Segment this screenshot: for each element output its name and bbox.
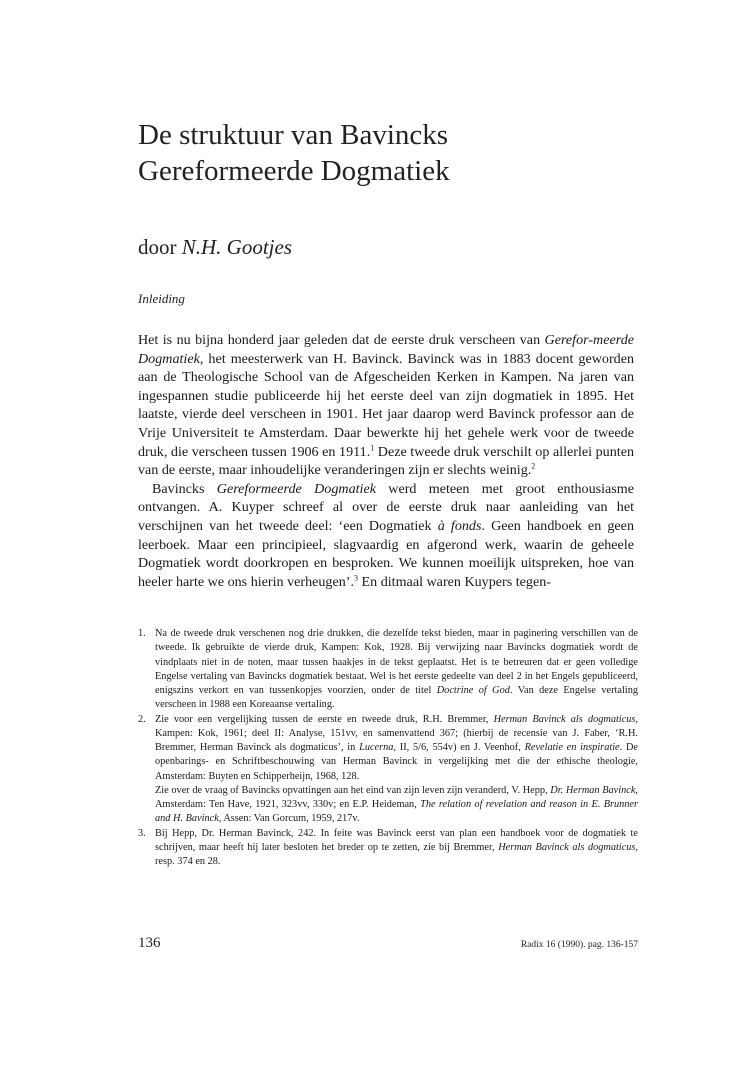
footnote-1 [138,627,638,713]
text-run: Bij Hepp, Dr. Herman Bavinck, 242. In feite was Bavinck eerst van plan een handboek voor de dogmatiek te schrijven, maar heeft hij later besloten het breder op te zetten, zie bij Bremmer, [155,827,638,853]
article-title [138,117,658,189]
footnote-ref[interactable]: 1 [370,442,375,452]
paragraph-1 [138,331,634,480]
body-text [138,331,634,591]
text-run: En ditmaal waren Kuypers tegen- [358,573,551,590]
footnotes [138,627,638,869]
footnote-3 [138,827,638,870]
footnote-ref[interactable]: 3 [354,573,359,583]
text-run: Amsterdam: Ten Have, 1921, 323vv, 330v; en E.P. Heideman, [155,799,421,810]
text-run: werd meteen met groot enthousiasme ontvangen. A. Kuyper schreef al over de eerste druk naar aanleiding van het verschijnen van het tweede deel: ‘een Dogmatiek [138,480,634,534]
title-line-2: Gereformeerde Dogmatiek [138,155,450,187]
footnote-number: 3. [138,827,146,839]
text-run: , het meesterwerk van H. Bavinck. Bavinck was in 1883 docent geworden aan de Theologische School van de Afgescheiden Kerken in Kampen. Na jaren van ingespannen studie publiceerde hij het eerste deel van zijn dogmatiek in 1895. Het laatste, vierde deel verscheen in 1901. Het jaar daarop werd Bavinck professor aan de Vrije Universiteit te Amsterdam. Daar bewerkte hij het gehele werk voor de tweede druk, die verscheen tussen 1906 en 1911. [138,350,634,460]
journal-reference: Radix 16 (1990). pag. 136-157 [520,940,638,950]
text-run: . De openbarings- en Schriftbeschouwing van Herman Bavinck in vergelijking met die der ethische theologie, Amsterdam: Buyten en Schipperheijn, 1968, 128. [155,742,638,782]
italic-run: The relation of revelation and reason in E. Brunner and H. Bavinck, [155,799,639,825]
text-run: Het is nu bijna honderd jaar geleden dat de eerste druk verscheen van [138,332,545,348]
text-run: Deze tweede druk verschilt op allerlei punten van de eerste, maar inhoudelijke veranderingen zijn er slechts weinig. [138,443,634,479]
text-run: . Geen handboek en geen leerboek. Maar een principieel, slagvaardig en afgerond werk, waarin de geheele Dogmatiek wordt doorkropen en besproken. We kunnen moeilijk uitspreken, hoe van heeler harte we ons hierin verheugen’. [138,517,634,590]
italic-run: à fonds [437,517,482,534]
text-run: resp. 374 en 28. [155,856,221,867]
paragraph-2 [138,480,634,592]
text-run: Assen: Van Gorcum, 1959, 217v. [221,813,360,825]
title-line-1: De struktuur van Bavincks [138,119,449,151]
italic-run: Gerefor-meerde Dogmatiek [138,332,634,367]
text-run: . Van deze Engelse vertaling verscheen in 1988 een Koreaanse vertaling. [155,685,638,711]
italic-run: Herman Bavinck als dogmaticus, [498,841,638,853]
footnote-text [138,627,638,713]
italic-run: Dr. Herman Bavinck, [550,784,638,796]
page-number: 136 [138,935,161,951]
footnote-2 [138,713,638,827]
section-heading: Inleiding [138,291,185,306]
text-run: Kampen: Kok, 1961; deel II: Analyse, 151vv, en samenvattend 367; (hierbij de recensie van J. Faber, ‘R.H. Bremmer, Herman Bavinck als dogmaticus’, in [155,727,638,753]
italic-run: Gereformeerde Dogmatiek [216,480,376,497]
italic-run: Lucerna [359,742,394,753]
author-prefix: door [138,235,177,259]
italic-run: Revelatie en inspiratie [524,742,620,753]
text-run: Na de tweede druk verschenen nog drie drukken, die dezelfde tekst bieden, maar in paginering verschillen van de tweede. Ik gebruikte de vierde druk, Kampen: Kok, 1928. Bij verwijzing naar Bavincks dogmatiek wordt de vindplaats niet in de noten, maar tussen haakjes in de tekst geplaatst. Het is te betreuren dat er geen volledige Engelse vertaling van Bavincks dogmatiek bestaat. Wel is het eerste gedeelte van deel 2 in het Engels gepubliceerd, enigszins verkort en van tussenkopjes voorzien, onder de titel [155,628,638,696]
author-name: N.H. Gootjes [181,235,292,259]
italic-run: Herman Bavinck als dogmaticus, [493,713,638,725]
footnote-text [138,827,638,870]
text-run: , II, 5/6, 554v) en J. Veenhof, [393,742,525,753]
text-run: Zie voor een vergelijking tussen de eerste en tweede druk, R.H. Bremmer, [155,713,494,725]
footnote-text [138,713,638,784]
italic-run: Doctrine of God [436,685,510,696]
text-run: Bavincks [152,480,217,497]
author-byline [138,234,292,260]
footnote-ref[interactable]: 2 [531,461,536,471]
footnote-number: 2. [138,713,146,725]
footnote-number: 1. [138,628,146,639]
text-run: Zie over de vraag of Bavincks opvattingen aan het eind van zijn leven zijn veranderd, V. Hepp, [155,784,551,796]
footnote-continuation [138,784,638,827]
